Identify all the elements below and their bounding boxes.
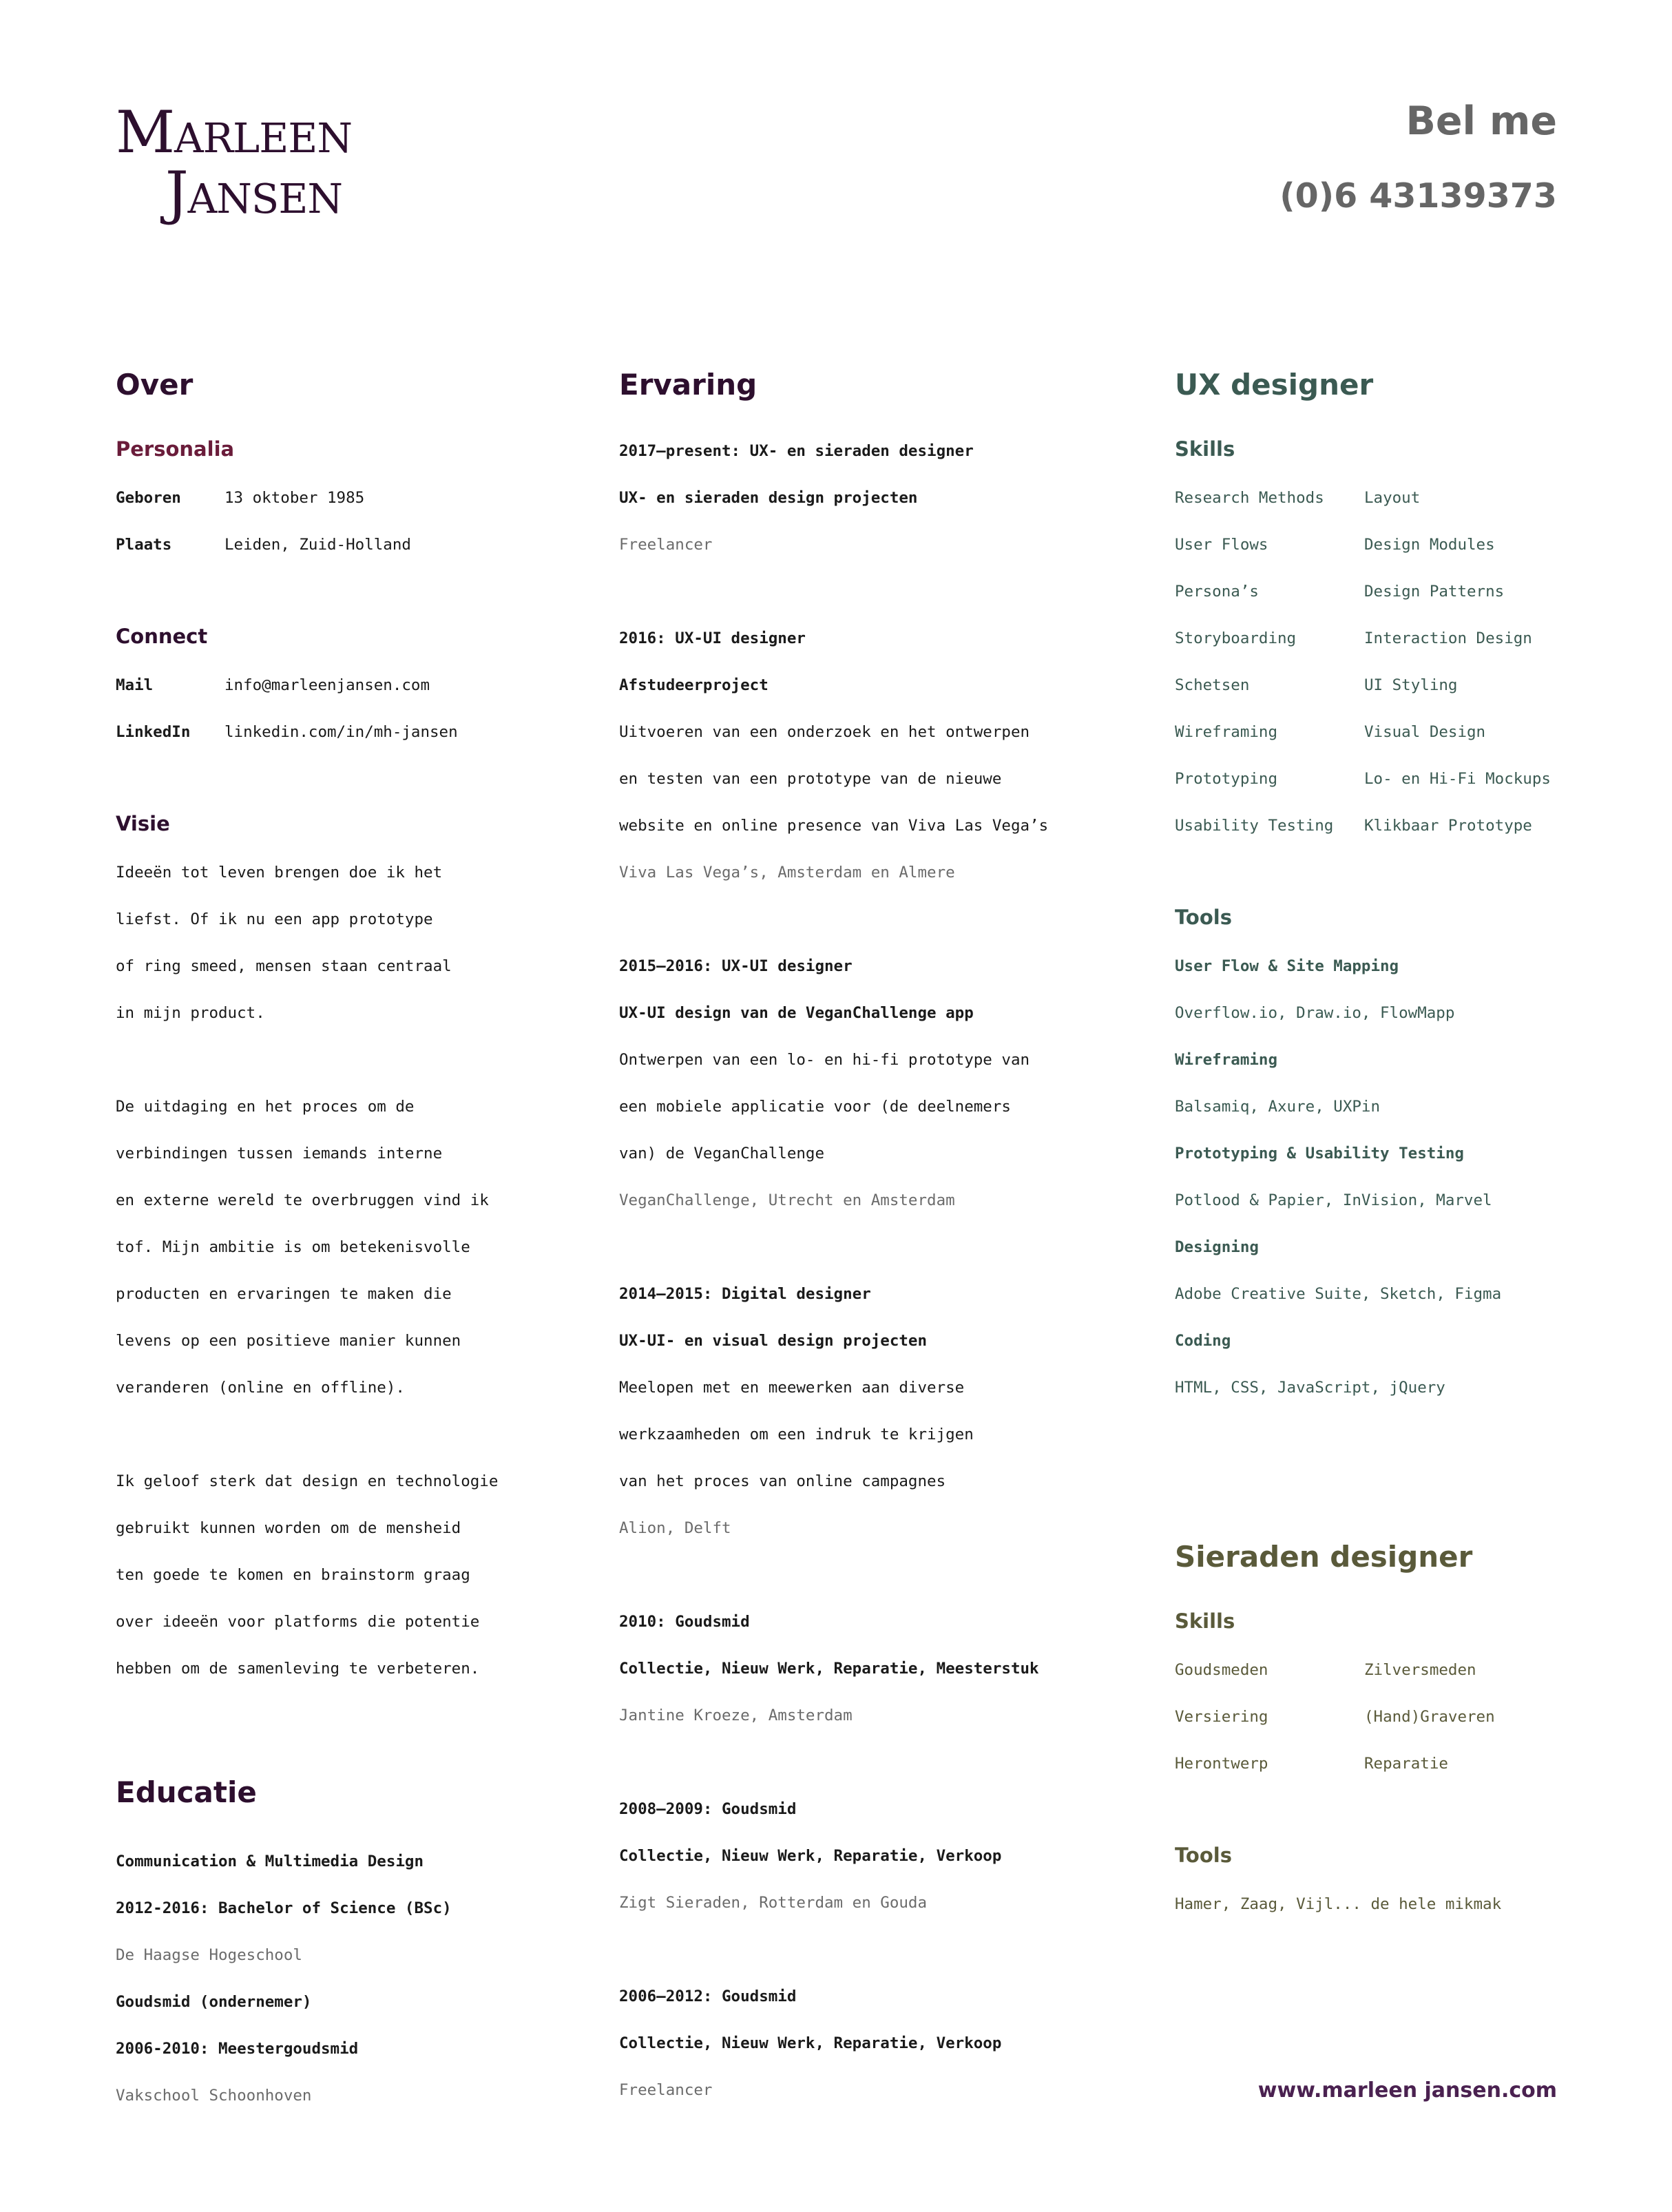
visie-line: over ideeën voor platforms die potentie bbox=[116, 1613, 480, 1631]
visie-line: en externe wereld te overbruggen vind ik bbox=[116, 1191, 489, 1209]
ux-tools-line: HTML, CSS, JavaScript, jQuery bbox=[1175, 1379, 1445, 1397]
educatie-line: 2006-2010: Meestergoudsmid bbox=[116, 2040, 359, 2058]
section-title-over: Over bbox=[116, 368, 194, 401]
visie-line: liefst. Of ik nu een app prototype bbox=[116, 910, 433, 928]
connect-label: Mail bbox=[116, 676, 154, 694]
ux-skills-title: Skills bbox=[1175, 437, 1235, 461]
ervaring-line: Freelancer bbox=[619, 536, 713, 554]
connect-title: Connect bbox=[116, 625, 208, 648]
sieraden-skill-item: Zilversmeden bbox=[1364, 1661, 1476, 1679]
ervaring-line: UX-UI- en visual design projecten bbox=[619, 1332, 928, 1350]
sieraden-skill-item: (Hand)Graveren bbox=[1364, 1708, 1495, 1726]
educatie-line: Communication & Multimedia Design bbox=[116, 1853, 424, 1870]
sieraden-tools-text: Hamer, Zaag, Vijl... de hele mikmak bbox=[1175, 1895, 1502, 1913]
personalia-value: 13 oktober 1985 bbox=[224, 489, 365, 507]
ervaring-line: 2017–present: UX- en sieraden designer bbox=[619, 442, 974, 460]
ervaring-line: 2016: UX-UI designer bbox=[619, 629, 806, 647]
ux-skill-item: Lo- en Hi-Fi Mockups bbox=[1364, 770, 1551, 788]
visie-line: levens op een positieve manier kunnen bbox=[116, 1332, 461, 1350]
visie-line: producten en ervaringen te maken die bbox=[116, 1285, 452, 1303]
ervaring-line: UX- en sieraden design projecten bbox=[619, 489, 918, 507]
ux-tools-line: Overflow.io, Draw.io, FlowMapp bbox=[1175, 1004, 1455, 1022]
visie-line: in mijn product. bbox=[116, 1004, 265, 1022]
ux-tools-line: Potlood & Papier, InVision, Marvel bbox=[1175, 1191, 1492, 1209]
section-title-sieraden-designer: Sieraden designer bbox=[1175, 1540, 1473, 1574]
visie-line: Ik geloof sterk dat design en technologie bbox=[116, 1472, 499, 1490]
phone-number[interactable]: (0)6 43139373 bbox=[1279, 176, 1557, 216]
ux-skill-item: Design Patterns bbox=[1364, 583, 1505, 601]
sieraden-skill-item: Versiering bbox=[1175, 1708, 1268, 1726]
ervaring-line: website en online presence van Viva Las Vega’s bbox=[619, 817, 1049, 835]
ervaring-line: van) de VeganChallenge bbox=[619, 1145, 825, 1162]
ux-skill-item: Interaction Design bbox=[1364, 629, 1532, 647]
call-label: Bel me bbox=[1405, 98, 1557, 144]
ux-skill-item: Klikbaar Prototype bbox=[1364, 817, 1532, 835]
name-first: Marleen bbox=[116, 98, 352, 166]
visie-line: gebruikt kunnen worden om de mensheid bbox=[116, 1519, 461, 1537]
ervaring-line: VeganChallenge, Utrecht en Amsterdam bbox=[619, 1191, 955, 1209]
ux-skill-item: Design Modules bbox=[1364, 536, 1495, 554]
ervaring-line: Ontwerpen van een lo- en hi-fi prototype van bbox=[619, 1051, 1030, 1069]
name-last: Jansen bbox=[165, 159, 343, 227]
ux-skill-item: Usability Testing bbox=[1175, 817, 1334, 835]
ervaring-line: Viva Las Vega’s, Amsterdam en Almere bbox=[619, 864, 955, 881]
section-title-ux-designer: UX designer bbox=[1175, 368, 1374, 401]
visie-title: Visie bbox=[116, 812, 170, 835]
personalia-label: Geboren bbox=[116, 489, 181, 507]
ervaring-line: werkzaamheden om een indruk te krijgen bbox=[619, 1426, 974, 1443]
name-logo bbox=[116, 98, 352, 227]
linkedin-link[interactable]: linkedin.com/in/mh-jansen bbox=[224, 723, 458, 741]
visie-line: ten goede te komen en brainstorm graag bbox=[116, 1566, 470, 1584]
visie-line: verbindingen tussen iemands interne bbox=[116, 1145, 443, 1162]
sieraden-tools-title: Tools bbox=[1175, 1844, 1232, 1867]
ervaring-line: 2015–2016: UX-UI designer bbox=[619, 957, 853, 975]
personalia-title: Personalia bbox=[116, 437, 235, 461]
ervaring-line: Collectie, Nieuw Werk, Reparatie, Verkoop bbox=[619, 2034, 1002, 2052]
ervaring-line: een mobiele applicatie voor (de deelnemers bbox=[619, 1098, 1011, 1116]
educatie-line: 2012-2016: Bachelor of Science (BSc) bbox=[116, 1899, 452, 1917]
educatie-line: Vakschool Schoonhoven bbox=[116, 2087, 312, 2105]
ervaring-line: Collectie, Nieuw Werk, Reparatie, Verkoop bbox=[619, 1847, 1002, 1865]
ux-skill-item: Visual Design bbox=[1364, 723, 1486, 741]
ervaring-line: en testen van een prototype van de nieuwe bbox=[619, 770, 1002, 788]
ervaring-line: Uitvoeren van een onderzoek en het ontwerpen bbox=[619, 723, 1030, 741]
visie-line: tof. Mijn ambitie is om betekenisvolle bbox=[116, 1238, 470, 1256]
visie-line: De uitdaging en het proces om de bbox=[116, 1098, 415, 1116]
educatie-line: Goudsmid (ondernemer) bbox=[116, 1993, 312, 2011]
ux-tools-line: Adobe Creative Suite, Sketch, Figma bbox=[1175, 1285, 1502, 1303]
ervaring-line: Afstudeerproject bbox=[619, 676, 769, 694]
ux-skill-item: Schetsen bbox=[1175, 676, 1250, 694]
section-title-educatie: Educatie bbox=[116, 1775, 257, 1809]
section-title-ervaring: Ervaring bbox=[619, 368, 757, 401]
ux-skill-item: Prototyping bbox=[1175, 770, 1278, 788]
sieraden-skill-item: Herontwerp bbox=[1175, 1755, 1268, 1773]
visie-line: of ring smeed, mensen staan centraal bbox=[116, 957, 452, 975]
sieraden-skill-item: Goudsmeden bbox=[1175, 1661, 1268, 1679]
ux-skill-item: Persona’s bbox=[1175, 583, 1259, 601]
educatie-line: De Haagse Hogeschool bbox=[116, 1946, 302, 1964]
personalia-label: Plaats bbox=[116, 536, 172, 554]
ervaring-line: UX-UI design van de VeganChallenge app bbox=[619, 1004, 974, 1022]
ux-skill-item: Storyboarding bbox=[1175, 629, 1297, 647]
visie-line: hebben om de samenleving te verbeteren. bbox=[116, 1660, 480, 1678]
ervaring-line: Jantine Kroeze, Amsterdam bbox=[619, 1707, 853, 1724]
connect-label: LinkedIn bbox=[116, 723, 191, 741]
ux-tools-line: User Flow & Site Mapping bbox=[1175, 957, 1399, 975]
sieraden-skill-item: Reparatie bbox=[1364, 1755, 1448, 1773]
website-link[interactable]: www.marleen jansen.com bbox=[1257, 2078, 1557, 2103]
ux-tools-line: Balsamiq, Axure, UXPin bbox=[1175, 1098, 1381, 1116]
ervaring-line: Freelancer bbox=[619, 2081, 713, 2099]
ervaring-line: Alion, Delft bbox=[619, 1519, 731, 1537]
ux-tools-line: Prototyping & Usability Testing bbox=[1175, 1145, 1464, 1162]
ux-skill-item: Research Methods bbox=[1175, 489, 1324, 507]
ux-skill-item: Wireframing bbox=[1175, 723, 1278, 741]
ervaring-line: Meelopen met en meewerken aan diverse bbox=[619, 1379, 965, 1397]
ux-skill-item: UI Styling bbox=[1364, 676, 1458, 694]
ervaring-line: 2006–2012: Goudsmid bbox=[619, 1987, 797, 2005]
ervaring-line: 2010: Goudsmid bbox=[619, 1613, 750, 1631]
sieraden-skills-title: Skills bbox=[1175, 1609, 1235, 1633]
ux-tools-title: Tools bbox=[1175, 906, 1232, 929]
ervaring-line: Collectie, Nieuw Werk, Reparatie, Meesterstuk bbox=[619, 1660, 1039, 1678]
personalia-value: Leiden, Zuid-Holland bbox=[224, 536, 411, 554]
ervaring-line: 2008–2009: Goudsmid bbox=[619, 1800, 797, 1818]
ervaring-line: van het proces van online campagnes bbox=[619, 1472, 946, 1490]
email-link[interactable]: info@marleenjansen.com bbox=[224, 676, 430, 694]
ervaring-line: Zigt Sieraden, Rotterdam en Gouda bbox=[619, 1894, 928, 1912]
ervaring-line: 2014–2015: Digital designer bbox=[619, 1285, 871, 1303]
ux-tools-line: Coding bbox=[1175, 1332, 1231, 1350]
visie-line: Ideeën tot leven brengen doe ik het bbox=[116, 864, 443, 881]
visie-line: veranderen (online en offline). bbox=[116, 1379, 405, 1397]
ux-skill-item: User Flows bbox=[1175, 536, 1268, 554]
ux-tools-line: Designing bbox=[1175, 1238, 1259, 1256]
ux-skill-item: Layout bbox=[1364, 489, 1421, 507]
ux-tools-line: Wireframing bbox=[1175, 1051, 1278, 1069]
